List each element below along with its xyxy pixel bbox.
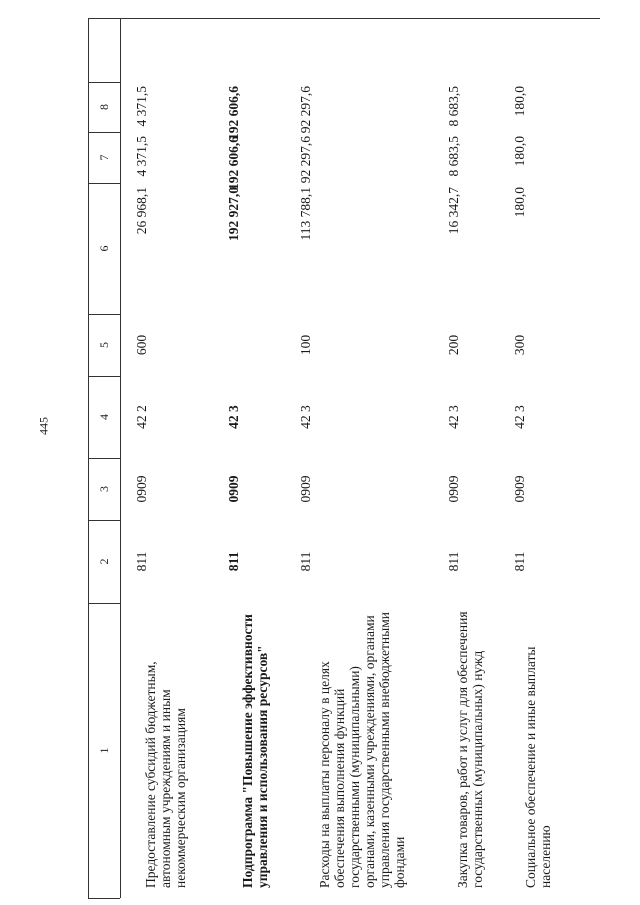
row-cell-col-5 (296, 314, 314, 376)
row-cell-col-7-text: 192 606,6 (225, 136, 241, 190)
column-header-7-text: 7 (96, 154, 111, 161)
row-cell-col-2-text: 811 (133, 551, 149, 572)
column-header-6-text: 6 (96, 245, 111, 252)
row-description (128, 607, 202, 894)
column-header-8 (88, 82, 120, 132)
row-cell-col-4-text: 42 3 (511, 405, 527, 429)
row-cell-col-4-text: 42 3 (297, 405, 313, 429)
row-cell-col-6-text: 113 788,1 (297, 187, 313, 241)
row-cell-col-4 (510, 376, 528, 458)
row-cell-col-2-text: 811 (445, 551, 461, 572)
row-cell-col-3-text: 0909 (297, 475, 313, 503)
row-description-text: Предоставление субсидий бюджетным, автономным учреждениям и иным некоммерческим организациям (142, 661, 188, 888)
row-cell-col-8-text: 192 606,6 (225, 86, 241, 140)
row-cell-col-2 (510, 520, 528, 603)
column-header-7 (88, 132, 120, 183)
row-cell-col-7 (132, 132, 150, 183)
row-cell-col-6 (510, 183, 528, 314)
row-cell-col-5 (224, 314, 242, 376)
row-cell-col-3 (510, 458, 528, 520)
row-cell-col-2 (132, 520, 150, 603)
column-header-4 (88, 376, 120, 458)
row-cell-col-2 (296, 520, 314, 603)
row-cell-col-8-text: 8 683,5 (445, 86, 461, 127)
row-cell-col-8 (224, 82, 242, 140)
row-cell-col-7 (510, 132, 528, 183)
row-cell-col-2-text: 811 (297, 551, 313, 572)
row-cell-col-6 (224, 183, 242, 314)
row-description-text: Социальное обеспечение и иные выплаты населению (523, 646, 553, 888)
row-cell-col-8 (510, 82, 528, 132)
row-cell-col-4-text: 42 2 (133, 405, 149, 429)
row-cell-col-6 (444, 183, 462, 314)
column-header-3 (88, 458, 120, 520)
page-number: 445 (36, 417, 51, 435)
row-cell-col-2 (224, 520, 242, 603)
row-cell-col-4-text: 42 3 (225, 405, 241, 429)
row-cell-col-3 (132, 458, 150, 520)
row-cell-col-5-text: 200 (445, 334, 461, 356)
row-cell-col-6-text: 180,0 (511, 187, 527, 218)
row-cell-col-3 (444, 458, 462, 520)
row-description (220, 607, 290, 894)
column-header-2-text: 2 (96, 558, 111, 565)
row-cell-col-6 (132, 183, 150, 314)
row-cell-col-8-text: 92 297,6 (297, 86, 313, 134)
column-header-2 (88, 520, 120, 603)
row-description-text: Расходы на выплаты персоналу в целях обеспечения выполнения функций государственными (муниципальными) органами, казенными учреждениями, органами управления государственными внебюджетными фондами (317, 612, 407, 888)
row-cell-col-5-text: 600 (133, 334, 149, 356)
row-cell-col-5-text: 100 (297, 334, 313, 356)
table-top-border (88, 18, 600, 19)
row-cell-col-4 (224, 376, 242, 458)
row-cell-col-4-text: 42 3 (445, 405, 461, 429)
row-cell-col-7 (296, 132, 314, 183)
row-cell-col-8-text: 180,0 (511, 86, 527, 117)
row-cell-col-3 (224, 458, 242, 520)
row-cell-col-6-text: 26 968,1 (133, 187, 149, 235)
column-header-1-text: 1 (96, 747, 111, 754)
row-cell-col-8 (296, 82, 314, 132)
row-cell-col-3-text: 0909 (511, 475, 527, 503)
row-cell-col-8 (132, 82, 150, 132)
column-header-4-text: 4 (96, 414, 111, 420)
row-cell-col-7-text: 92 297,6 (297, 136, 313, 184)
column-header-3-text: 3 (96, 486, 111, 492)
row-cell-col-4 (296, 376, 314, 458)
row-cell-col-7-text: 8 683,5 (445, 136, 461, 177)
column-header-1 (88, 603, 120, 898)
column-header-5-text: 5 (96, 342, 111, 348)
row-cell-col-5 (510, 314, 528, 376)
row-cell-col-3-text: 0909 (133, 475, 149, 503)
row-cell-col-2-text: 811 (511, 551, 527, 572)
row-cell-col-6 (296, 183, 314, 314)
row-description (440, 607, 500, 894)
row-cell-col-5 (132, 314, 150, 376)
column-header-6 (88, 183, 120, 314)
row-cell-col-2 (444, 520, 462, 603)
row-cell-col-6-text: 192 927,0 (225, 187, 241, 241)
row-cell-col-8-text: 4 371,5 (133, 86, 149, 127)
row-description (292, 607, 432, 894)
column-header-8-text: 8 (96, 104, 111, 110)
row-description-text: Закупка товаров, работ и услуг для обеспечения государственных (муниципальных) нужд (455, 611, 485, 888)
column-header-5 (88, 314, 120, 376)
row-cell-col-3-text: 0909 (225, 475, 241, 503)
row-cell-col-7 (444, 132, 462, 183)
row-description-text: Подпрограмма "Повышение эффективности управления и использования ресурсов" (240, 614, 270, 888)
row-cell-col-7-text: 180,0 (511, 136, 527, 167)
row-cell-col-3-text: 0909 (445, 475, 461, 503)
row-cell-col-5-text: 300 (511, 334, 527, 356)
row-cell-col-7-text: 4 371,5 (133, 136, 149, 177)
row-cell-col-3 (296, 458, 314, 520)
row-cell-col-6-text: 16 342,7 (445, 187, 461, 235)
row-cell-col-4 (444, 376, 462, 458)
row-cell-col-4 (132, 376, 150, 458)
row-description (506, 607, 570, 894)
row-cell-col-8 (444, 82, 462, 132)
header-right-border (120, 18, 121, 898)
header-bottom-border (88, 898, 120, 899)
row-cell-col-5 (444, 314, 462, 376)
row-cell-col-2-text: 811 (225, 551, 241, 572)
